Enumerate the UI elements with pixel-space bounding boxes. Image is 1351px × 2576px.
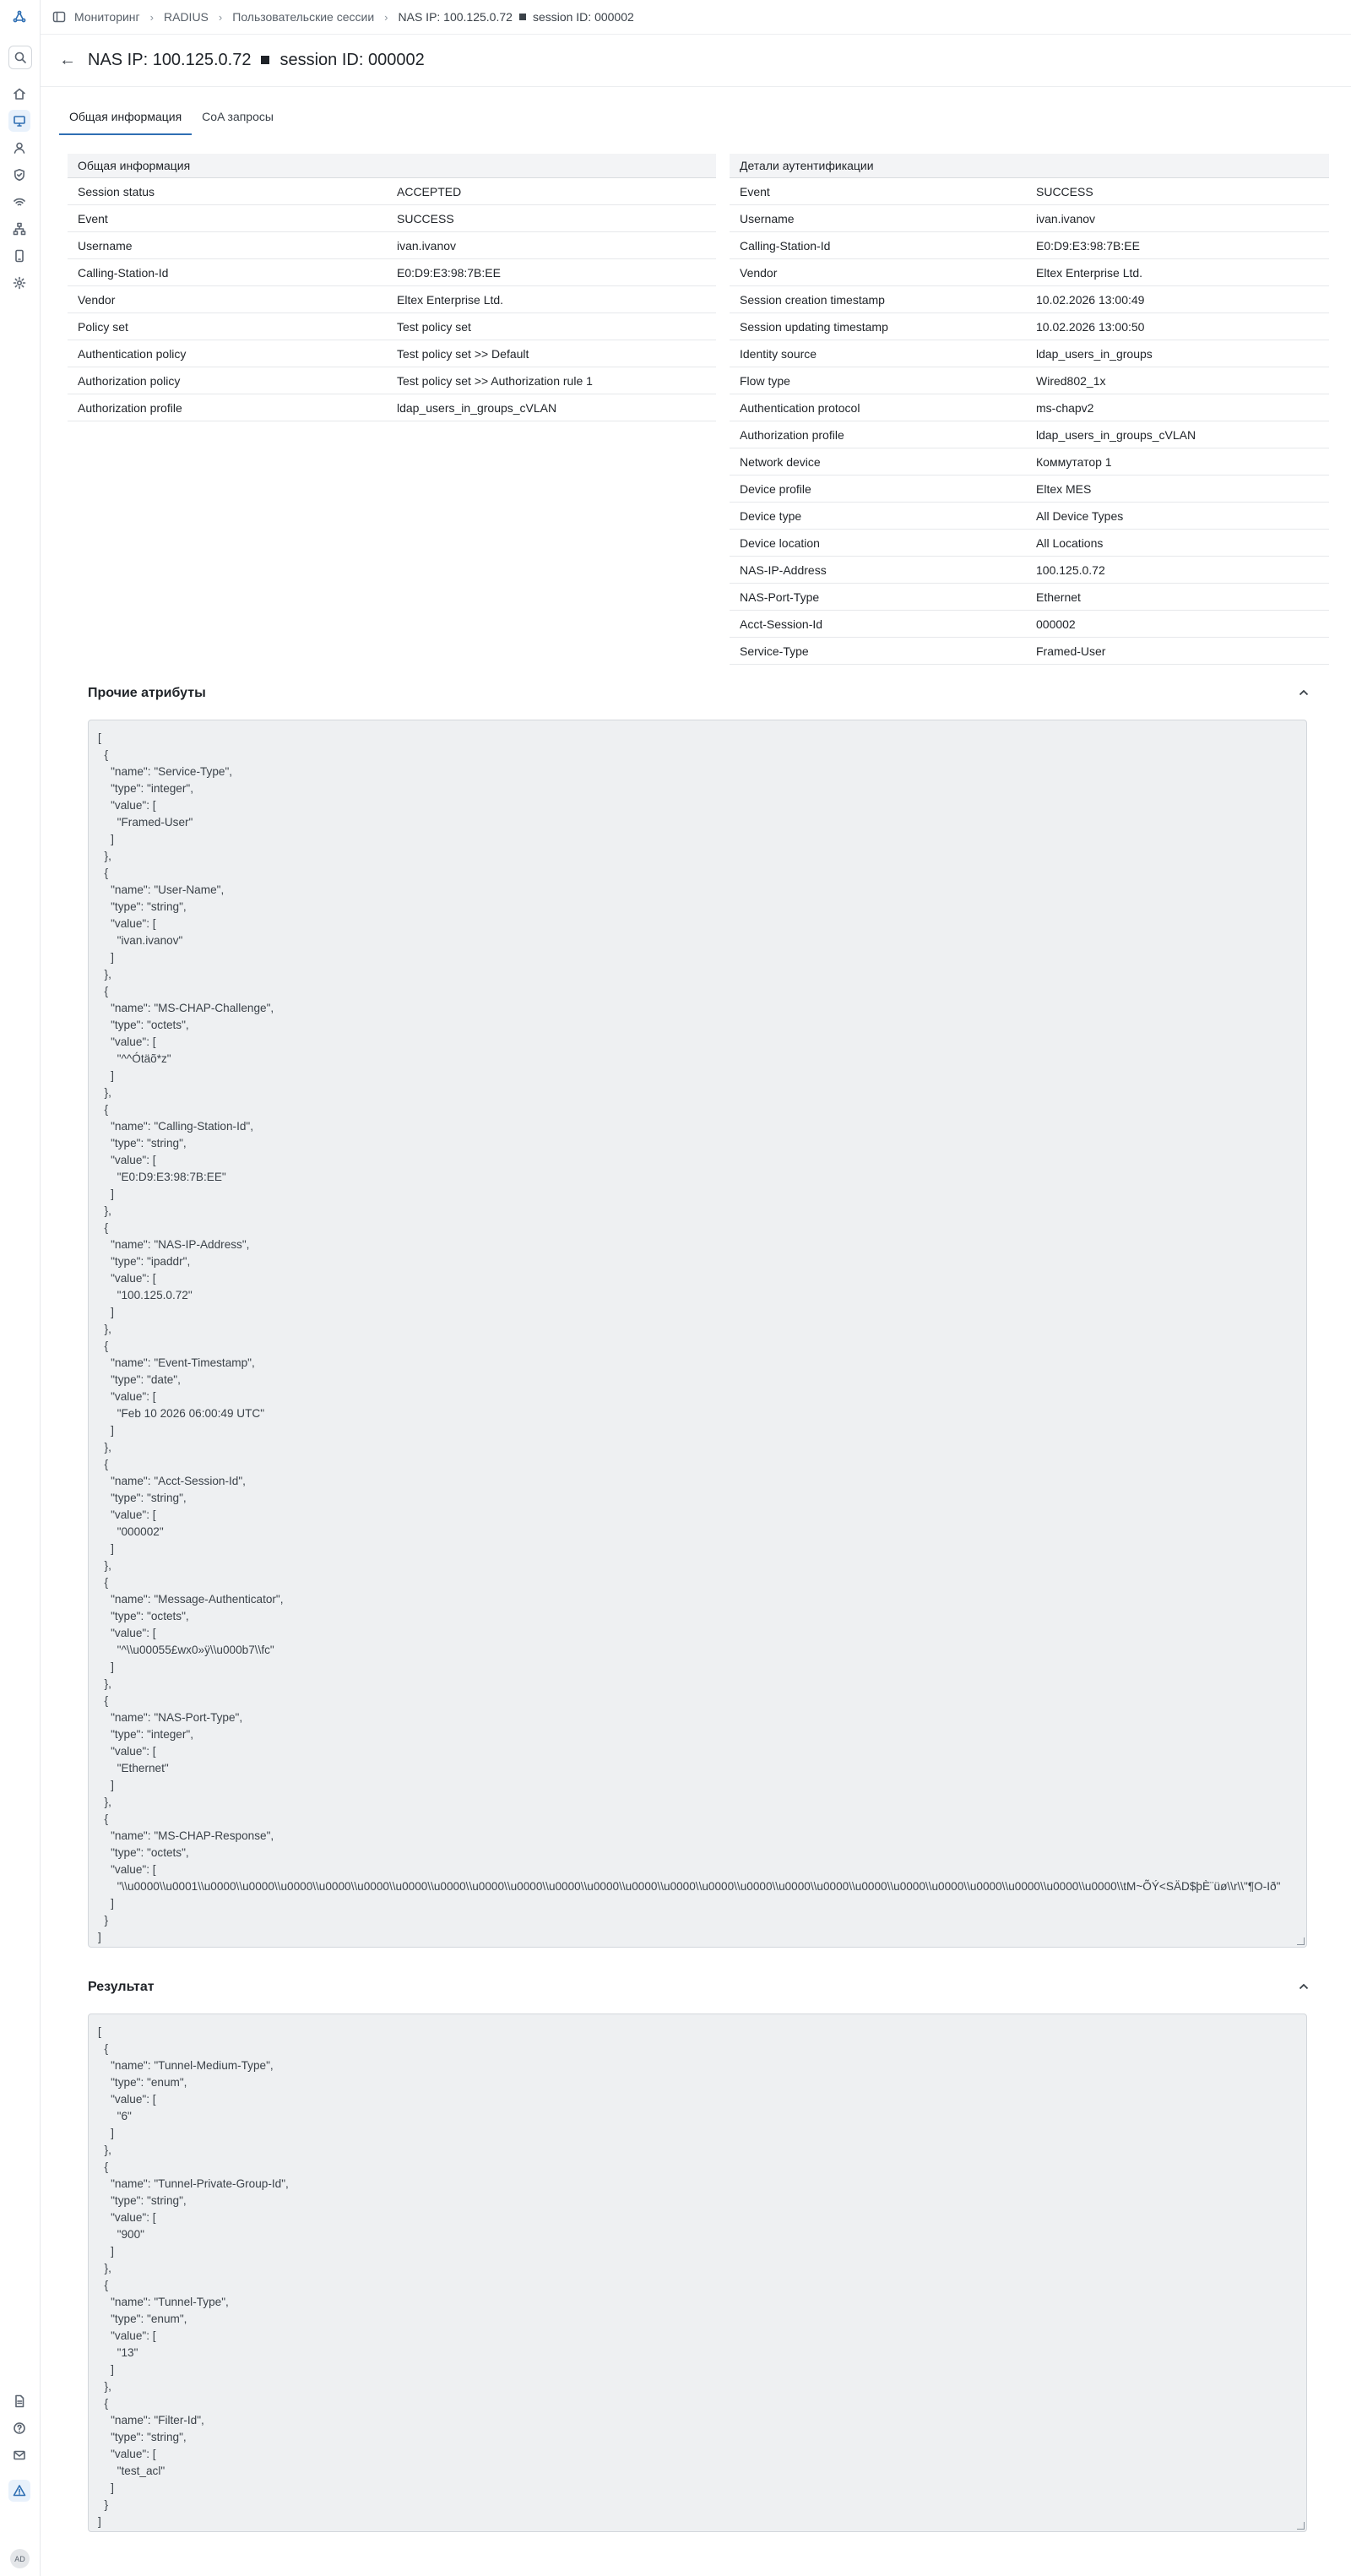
table-row [68, 286, 716, 313]
row-label: Event [78, 211, 108, 226]
breadcrumb-item-radius[interactable]: RADIUS [164, 10, 209, 24]
row-value: Eltex MES [1036, 481, 1092, 496]
collapse-other-attributes-icon[interactable] [1297, 686, 1310, 699]
table-row [730, 367, 1329, 394]
row-value: Test policy set >> Default [397, 346, 529, 361]
row-value: ldap_users_in_groups [1036, 346, 1153, 361]
row-label: Username [740, 211, 795, 226]
row-value: Ethernet [1036, 590, 1081, 604]
row-value: ACCEPTED [397, 184, 462, 198]
table-row [730, 557, 1329, 584]
row-label: Device type [740, 508, 802, 523]
row-value: Коммутатор 1 [1036, 454, 1112, 469]
avatar-initials: AD [14, 2554, 25, 2563]
row-label: Authorization profile [740, 427, 844, 442]
table-row [730, 394, 1329, 421]
table-row [68, 259, 716, 286]
separator-square-icon [519, 14, 526, 20]
row-value: SUCCESS [1036, 184, 1093, 198]
table-row [730, 448, 1329, 476]
row-value: ivan.ivanov [1036, 211, 1096, 226]
user-icon[interactable] [8, 137, 30, 159]
table-row [730, 232, 1329, 259]
tab-bar [59, 103, 284, 135]
row-value: Eltex Enterprise Ltd. [1036, 265, 1143, 280]
other-attributes-title: Прочие атрибуты [88, 686, 206, 700]
help-icon[interactable] [8, 2417, 30, 2439]
divider [41, 34, 1351, 35]
breadcrumb-current-session: session ID: 000002 [532, 10, 634, 24]
table-row [68, 205, 716, 232]
logo-icon[interactable] [8, 6, 30, 28]
row-label: Session updating timestamp [740, 319, 888, 334]
general-info-table [68, 154, 716, 421]
tab-coa-requests[interactable]: CoA запросы [202, 110, 274, 123]
row-label: Policy set [78, 319, 128, 334]
row-value: Eltex Enterprise Ltd. [397, 292, 504, 307]
search-icon[interactable] [8, 46, 32, 69]
table-row [730, 286, 1329, 313]
row-value: 100.125.0.72 [1036, 562, 1105, 577]
table-row [68, 178, 716, 205]
table-row [730, 421, 1329, 448]
panel-icon[interactable] [52, 10, 66, 24]
collapse-result-icon[interactable] [1297, 1980, 1310, 1993]
row-value: Test policy set [397, 319, 471, 334]
table-row [730, 313, 1329, 340]
general-info-header: Общая информация [68, 154, 716, 178]
table-row [730, 476, 1329, 503]
table-row [730, 340, 1329, 367]
table-row [730, 178, 1329, 205]
row-value: ldap_users_in_groups_cVLAN [397, 400, 557, 415]
breadcrumb [52, 7, 634, 27]
avatar[interactable] [10, 2549, 30, 2568]
table-row [68, 367, 716, 394]
row-label: Service-Type [740, 644, 809, 658]
row-label: Session status [78, 184, 155, 198]
title-nas: NAS IP: 100.125.0.72 [88, 50, 252, 69]
other-attributes-code[interactable] [88, 720, 1307, 1948]
row-label: NAS-Port-Type [740, 590, 820, 604]
row-label: Vendor [78, 292, 116, 307]
document-icon[interactable] [8, 2390, 30, 2412]
table-row [730, 584, 1329, 611]
row-label: Calling-Station-Id [740, 238, 831, 253]
row-value: ldap_users_in_groups_cVLAN [1036, 427, 1196, 442]
row-label: Network device [740, 454, 821, 469]
alert-icon[interactable] [8, 2480, 30, 2502]
row-label: Acct-Session-Id [740, 617, 823, 631]
row-label: Flow type [740, 373, 790, 388]
settings-icon[interactable] [8, 272, 30, 294]
table-row [730, 611, 1329, 638]
left-nav-rail [0, 0, 41, 2576]
tab-general-info[interactable]: Общая информация [59, 103, 192, 135]
row-value: Framed-User [1036, 644, 1106, 658]
home-icon[interactable] [8, 83, 30, 105]
chevron-right-icon: › [218, 10, 223, 24]
table-row [730, 205, 1329, 232]
page-title [59, 47, 425, 73]
row-value: All Device Types [1036, 508, 1124, 523]
breadcrumb-current-nas: NAS IP: 100.125.0.72 [398, 10, 513, 24]
shield-icon[interactable] [8, 164, 30, 186]
row-value: E0:D9:E3:98:7B:EE [397, 265, 501, 280]
table-row [730, 503, 1329, 530]
row-label: Device profile [740, 481, 811, 496]
back-arrow-icon[interactable]: ← [59, 50, 76, 69]
row-label: Authentication protocol [740, 400, 860, 415]
network-icon[interactable] [8, 218, 30, 240]
device-icon[interactable] [8, 245, 30, 267]
row-value: ms-chapv2 [1036, 400, 1094, 415]
row-value: Test policy set >> Authorization rule 1 [397, 373, 593, 388]
row-label: NAS-IP-Address [740, 562, 827, 577]
other-attributes-code-text: [ { "name": "Service-Type", "type": "integer", "value": [ "Framed-User" ] }, { "name": "User-Name", "type": "string", "value": [ "ivan.ivanov" ] }, { "name": "MS-CHAP-Challenge", "type": "octets", "value": [ "^^Ótäõ*z" ] }, { "name": "Calling-Station-Id", "type": "string", "value": [ "E0:D9:E3:98:7B:EE" ] }, { "name": "NAS-IP-Address", "type": "ipaddr", "value": [ "100.125.0.72" ] }, { "name": "Event-Timestamp", "type": "date", "value": [ "Feb 10 2026 06:00:49 UTC" ] }, { "name": "Acct-Session-Id", "type": "string", "value": [ "000002" ] }, { "name": "Message-Authenticator", "type": "octets", "value": [ "^\\u00055£wx0»ÿ\\u000b7\\fc" ] }, { "name": "NAS-Port-Type", "type": "integer", "value": [ "Ethernet" ] }, { "name": "MS-CHAP-Response", "type": "octets", "value": [ "\\u0000\\u0001\\u0000\\u0000\\u0000\\u0000\\u0000\\u0000\\u0000\\u0000\\u0000\\u0000\\u0000\\u0000\\u0000\\u0000\\u0000\\u0000\\u0000\\u0000\\u0000\\u0000\\u0000\\u0000\\u0000\\u0000\\tM~ÕÝ<SÄD$þÈ¨üø\\r\\"¶O-Ið" ] } ] [98, 731, 1281, 1943]
separator-square-icon [261, 56, 269, 64]
table-row [730, 259, 1329, 286]
chevron-right-icon: › [384, 10, 388, 24]
row-label: Vendor [740, 265, 778, 280]
row-value: SUCCESS [397, 211, 454, 226]
row-value: 000002 [1036, 617, 1076, 631]
chevron-right-icon: › [149, 10, 154, 24]
row-value: All Locations [1036, 535, 1104, 550]
wifi-icon[interactable] [8, 191, 30, 213]
row-value: E0:D9:E3:98:7B:EE [1036, 238, 1140, 253]
resize-handle-icon[interactable] [1297, 2522, 1305, 2530]
table-row [68, 313, 716, 340]
auth-details-header: Детали аутентификации [730, 154, 1329, 178]
breadcrumb-item-monitoring[interactable]: Мониторинг [74, 10, 140, 24]
mail-icon[interactable] [8, 2444, 30, 2466]
row-value: 10.02.2026 13:00:49 [1036, 292, 1145, 307]
row-label: Authorization profile [78, 400, 182, 415]
row-value: 10.02.2026 13:00:50 [1036, 319, 1145, 334]
row-label: Calling-Station-Id [78, 265, 169, 280]
row-label: Authorization policy [78, 373, 181, 388]
row-label: Event [740, 184, 770, 198]
result-code-text: [ { "name": "Tunnel-Medium-Type", "type": "enum", "value": [ "6" ] }, { "name": "Tunnel-Private-Group-Id", "type": "string", "value": [ "900" ] }, { "name": "Tunnel-Type", "type": "enum", "value": [ "13" ] }, { "name": "Filter-Id", "type": "string", "value": [ "test_acl" ] } ] [98, 2025, 289, 2528]
divider [41, 86, 1351, 87]
row-label: Authentication policy [78, 346, 187, 361]
row-label: Device location [740, 535, 820, 550]
row-label: Session creation timestamp [740, 292, 885, 307]
row-value: ivan.ivanov [397, 238, 457, 253]
table-row [68, 232, 716, 259]
resize-handle-icon[interactable] [1297, 1937, 1305, 1945]
table-row [730, 530, 1329, 557]
auth-details-table [730, 154, 1329, 665]
table-row [68, 340, 716, 367]
table-row [68, 394, 716, 421]
result-code[interactable] [88, 2014, 1307, 2532]
row-value: Wired802_1x [1036, 373, 1106, 388]
breadcrumb-item-sessions[interactable]: Пользовательские сессии [232, 10, 375, 24]
monitor-icon[interactable] [8, 110, 30, 132]
row-label: Identity source [740, 346, 817, 361]
title-session: session ID: 000002 [279, 50, 425, 69]
result-title: Результат [88, 1980, 155, 1994]
table-row [730, 638, 1329, 665]
row-label: Username [78, 238, 133, 253]
